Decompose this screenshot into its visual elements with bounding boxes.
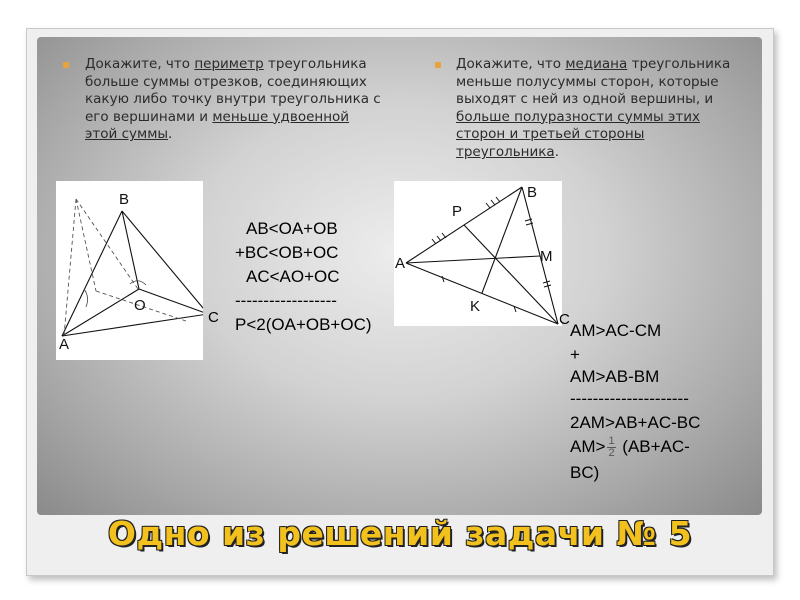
right-proof-line-1: AM>AC-CM [570,321,662,340]
right-proof-line-6: BC) [570,463,600,482]
tick-mark [442,233,446,238]
median-am [406,256,540,263]
tick-mark [432,239,436,244]
right-triangle-svg [394,181,562,326]
point-label-p: P [452,203,463,220]
segment-bo [122,211,139,289]
side-ac [406,263,558,324]
vertex-label-c-right: C [559,311,570,328]
left-proof-line-4: P<2(OA+OB+OC) [235,315,372,334]
left-proof-line-1: AB<OA+OB [246,219,338,238]
angle-arc [84,289,88,307]
right-triangle-figure [394,181,562,326]
left-proof-line-2: +BC<OB+OC [235,243,339,262]
vertex-label-c-left: C [208,309,219,326]
right-proof-line-2: + [570,345,580,364]
tick-mark [486,203,490,208]
point-label-k: K [470,298,481,315]
vertex-label-b: B [527,184,538,201]
segment-co [139,289,203,314]
left-triangle-figure [56,181,203,360]
left-task-link-perimeter: периметр [194,56,264,72]
left-task-suffix: . [168,126,173,143]
right-task-prefix: Докажите, что [456,56,566,72]
left-task-link-less: меньше удвоенной этой суммы [85,108,350,143]
one-half-fraction [607,436,615,459]
tick-mark [437,236,441,241]
vertex-label-a: A [59,336,70,353]
slide-title: Одно из решений задачи № 5 [107,514,693,553]
side-ac [62,314,203,336]
vertex-label-b: B [119,191,130,208]
bullet-marker [435,62,441,68]
bullet-marker [63,62,69,68]
aux-dashed-line [64,199,76,336]
right-proof-line-5-prefix: AM> [570,437,606,456]
left-task-prefix: Докажите, что [85,56,195,72]
tick-mark [491,200,495,205]
left-proof-separator: ------------------ [235,291,337,310]
fraction-numerator: 1 [608,435,615,448]
right-proof-line-4: 2AM>AB+AC-BC [570,413,701,432]
right-proof-line-3: AM>AB-BM [570,367,660,386]
vertex-label-a: A [395,255,406,272]
left-proof-line-3: AC<AO+OC [246,267,340,286]
left-triangle-svg [56,181,203,360]
left-task-middle: треугольника больше суммы отрезков, соединяющих какую либо точку внутри треугольника с его вершинами и [85,56,381,125]
right-task-link-median: медиана [565,56,628,72]
right-task-text [456,56,746,162]
fraction-denominator: 2 [608,447,615,460]
left-task-text [85,56,385,144]
point-label-o: O [134,297,146,314]
median-bk [482,187,522,293]
tick-mark [496,197,500,202]
tick-mark [442,276,444,282]
right-task-middle: треугольника меньше полусуммы сторон, которые выходят с ней из одной вершины, и [456,56,731,108]
right-task-link-greater: больше полуразности суммы этих сторон и третьей стороны треугольника [456,108,701,160]
right-proof-line-5 [570,436,690,459]
right-proof-separator: --------------------- [570,389,689,408]
right-proof-line-5-suffix: (AB+AC- [617,437,690,456]
right-task-suffix: . [554,143,559,160]
point-label-m: M [540,248,553,265]
